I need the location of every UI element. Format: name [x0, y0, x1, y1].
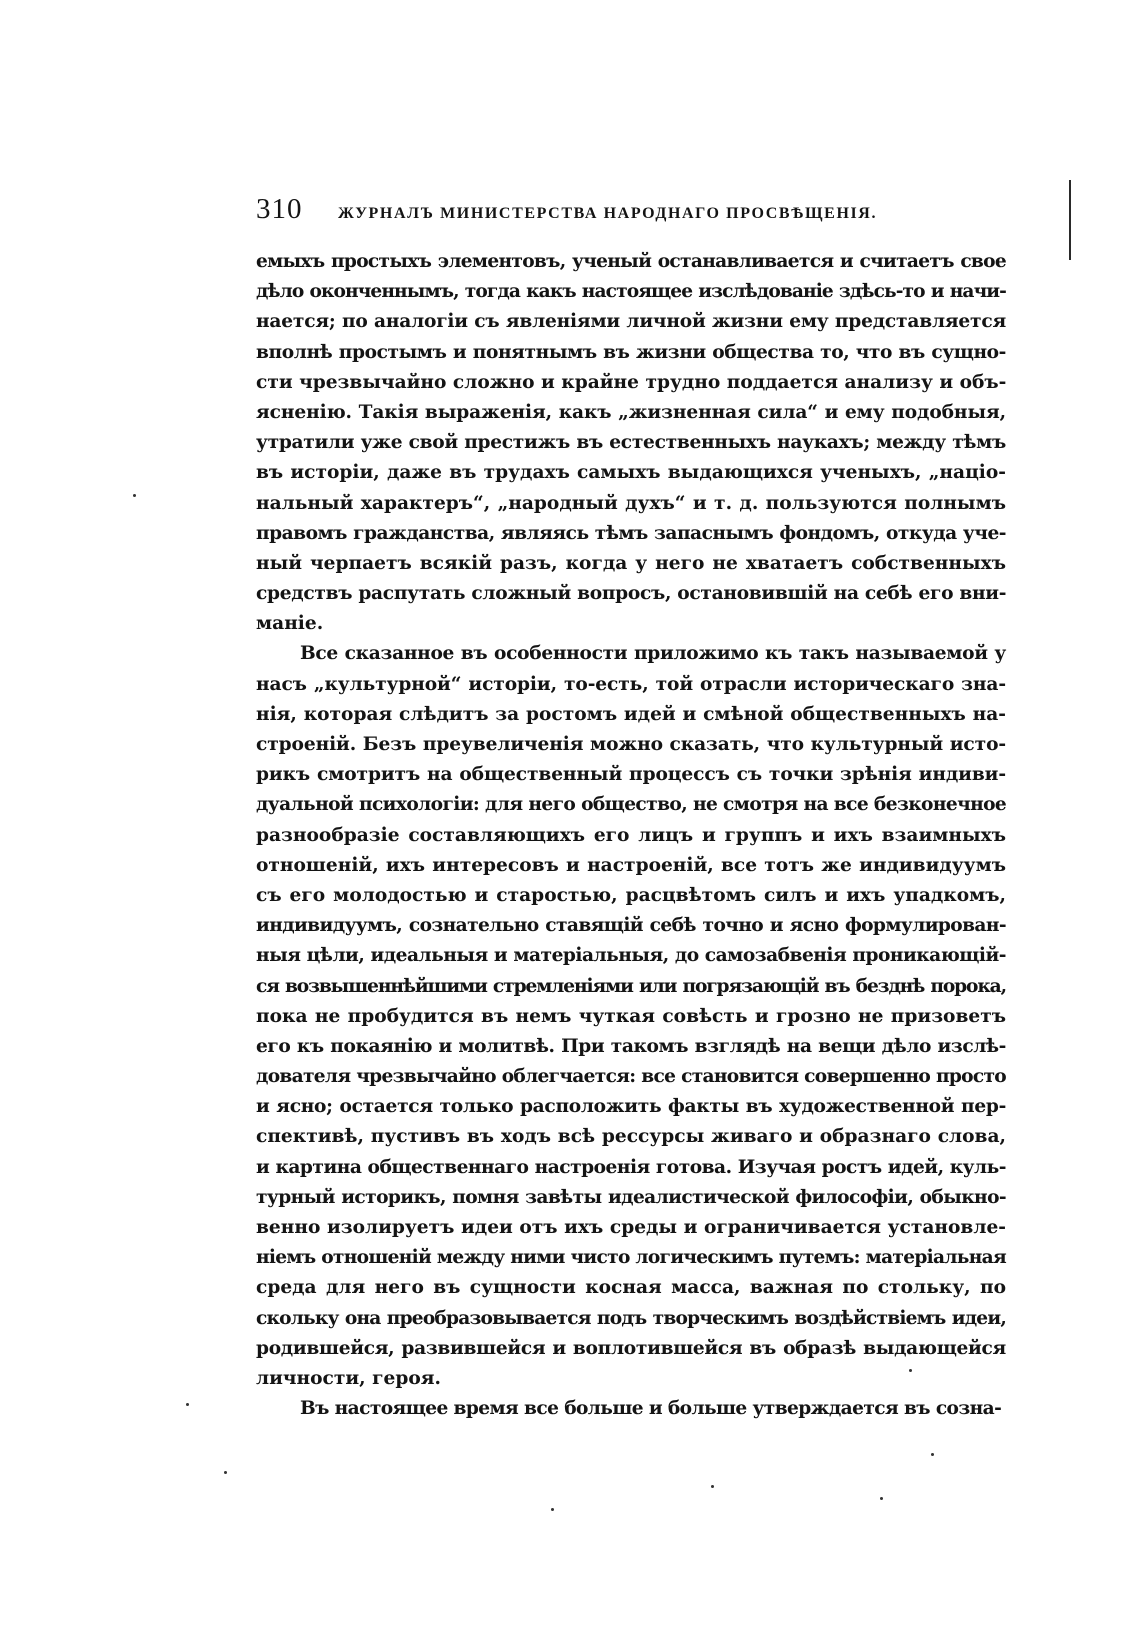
text-line: рикъ смотритъ на общественный процессъ съ точки зрѣнія индиви-	[256, 764, 1006, 786]
text-line: маніе.	[256, 613, 324, 635]
text-line: ясненію. Такія выраженія, какъ „жизненная сила“ и ему подобныя,	[256, 401, 1006, 423]
text-line: родившейся, развившейся и воплотившейся въ образѣ выдающейся	[256, 1337, 1006, 1359]
text-line: насъ „культурной“ исторіи, то-есть, той отрасли историческаго зна-	[256, 673, 1006, 695]
text-line: съ его молодостью и старостью, расцвѣтомъ силъ и ихъ упадкомъ,	[256, 884, 1006, 906]
scan-speck	[186, 1403, 189, 1406]
text-line: отношеній, ихъ интересовъ и настроеній, все тотъ же индивидуумъ	[256, 854, 1006, 876]
text-line: Въ настоящее время все больше и больше утверждается въ созна-	[300, 1398, 1002, 1420]
text-line: въ исторіи, даже въ трудахъ самыхъ выдающихся ученыхъ, „націо-	[256, 462, 1006, 484]
text-line: его къ покаянію и молитвѣ. При такомъ взглядѣ на вещи дѣло изслѣ-	[256, 1035, 1006, 1057]
text-line: Все сказанное въ особенности приложимо къ такъ называемой у	[300, 643, 1006, 665]
margin-rule	[1069, 180, 1071, 260]
text-line: строеній. Безъ преувеличенія можно сказать, что культурный исто-	[256, 734, 1006, 755]
scan-speck	[931, 1453, 934, 1456]
text-line: дѣло оконченнымъ, тогда какъ настоящее изслѣдованіе здѣсь-то и начи-	[256, 281, 1006, 303]
scan-speck	[909, 1369, 912, 1372]
paragraph	[256, 247, 1006, 639]
text-line: разнообразіе составляющихъ его лицъ и группъ и ихъ взаимныхъ	[256, 824, 1006, 846]
page-header	[256, 193, 1008, 226]
text-line: турный историкъ, помня завѣты идеалистической философіи, обыкно-	[256, 1186, 1006, 1208]
scan-speck	[711, 1485, 714, 1488]
paragraph	[256, 639, 1006, 1394]
text-line: правомъ гражданства, являясь тѣмъ запаснымъ фондомъ, откуда уче-	[256, 522, 1006, 544]
text-line: нальный характеръ“, „народный духъ“ и т. д. пользуются полнымъ	[256, 492, 1006, 514]
text-line: ный черпаетъ всякій разъ, когда у него не хватаетъ собственныхъ	[256, 552, 1006, 574]
text-line: дуальной психологіи: для него общество, не смотря на все безконечное	[256, 794, 1007, 816]
text-line: личности, героя.	[256, 1367, 441, 1389]
scan-speck	[224, 1471, 227, 1474]
text-line: нается; по аналогіи съ явленіями личной жизни ему представляется	[256, 311, 1006, 333]
text-line: вполнѣ простымъ и понятнымъ въ жизни общества то, что въ сущно-	[256, 341, 1006, 363]
scan-speck	[880, 1497, 883, 1500]
text-line: спективѣ, пустивъ въ ходъ всѣ рессурсы живаго и образнаго слова,	[256, 1126, 1006, 1148]
text-line: дователя чрезвычайно облегчается: все становится совершенно просто	[256, 1066, 1006, 1088]
running-title: ЖУРНАЛЪ МИНИСТЕРСТВА НАРОДНАГО ПРОСВѢЩЕНІЯ.	[338, 205, 878, 222]
text-line: сти чрезвычайно сложно и крайне трудно поддается анализу и объ-	[256, 371, 1007, 393]
text-line: скольку она преобразовывается подъ творческимъ воздѣйствіемъ идеи,	[256, 1307, 1006, 1329]
text-line: среда для него въ сущности косная масса, важная по стольку, по	[256, 1277, 1006, 1299]
text-line: пока не пробудится въ немъ чуткая совѣсть и грозно не призоветъ	[256, 1005, 1006, 1027]
text-line: средствъ распутать сложный вопросъ, остановившій на себѣ его вни-	[256, 583, 1007, 605]
scan-speck	[551, 1508, 554, 1511]
text-line: утратили уже свой престижъ въ естественныхъ наукахъ; между тѣмъ	[256, 432, 1006, 454]
text-line: и картина общественнаго настроенія готова. Изучая ростъ идей, куль-	[256, 1156, 1006, 1178]
text-line: ніемъ отношеній между ними чисто логическимъ путемъ: матеріальная	[256, 1247, 1007, 1269]
text-line: и ясно; остается только расположить факты въ художественной пер-	[256, 1096, 1006, 1118]
paragraph	[256, 1394, 1006, 1424]
text-line: емыхъ простыхъ элементовъ, ученый останавливается и считаетъ свое	[256, 251, 1006, 272]
scan-speck	[133, 494, 136, 497]
text-line: ся возвышеннѣйшими стремленіями или погрязающій въ безднѣ порока,	[256, 975, 1006, 997]
text-line: ныя цѣли, идеальныя и матеріальныя, до самозабвенія проникающій-	[256, 945, 1006, 967]
page-number: 310	[256, 193, 303, 225]
text-line: индивидуумъ, сознательно ставящій себѣ точно и ясно формулирован-	[256, 915, 1006, 937]
body-text	[256, 247, 1006, 1424]
text-line: венно изолируетъ идеи отъ ихъ среды и ограничивается установле-	[256, 1217, 1006, 1238]
text-line: нія, которая слѣдитъ за ростомъ идей и смѣной общественныхъ на-	[256, 703, 1006, 725]
